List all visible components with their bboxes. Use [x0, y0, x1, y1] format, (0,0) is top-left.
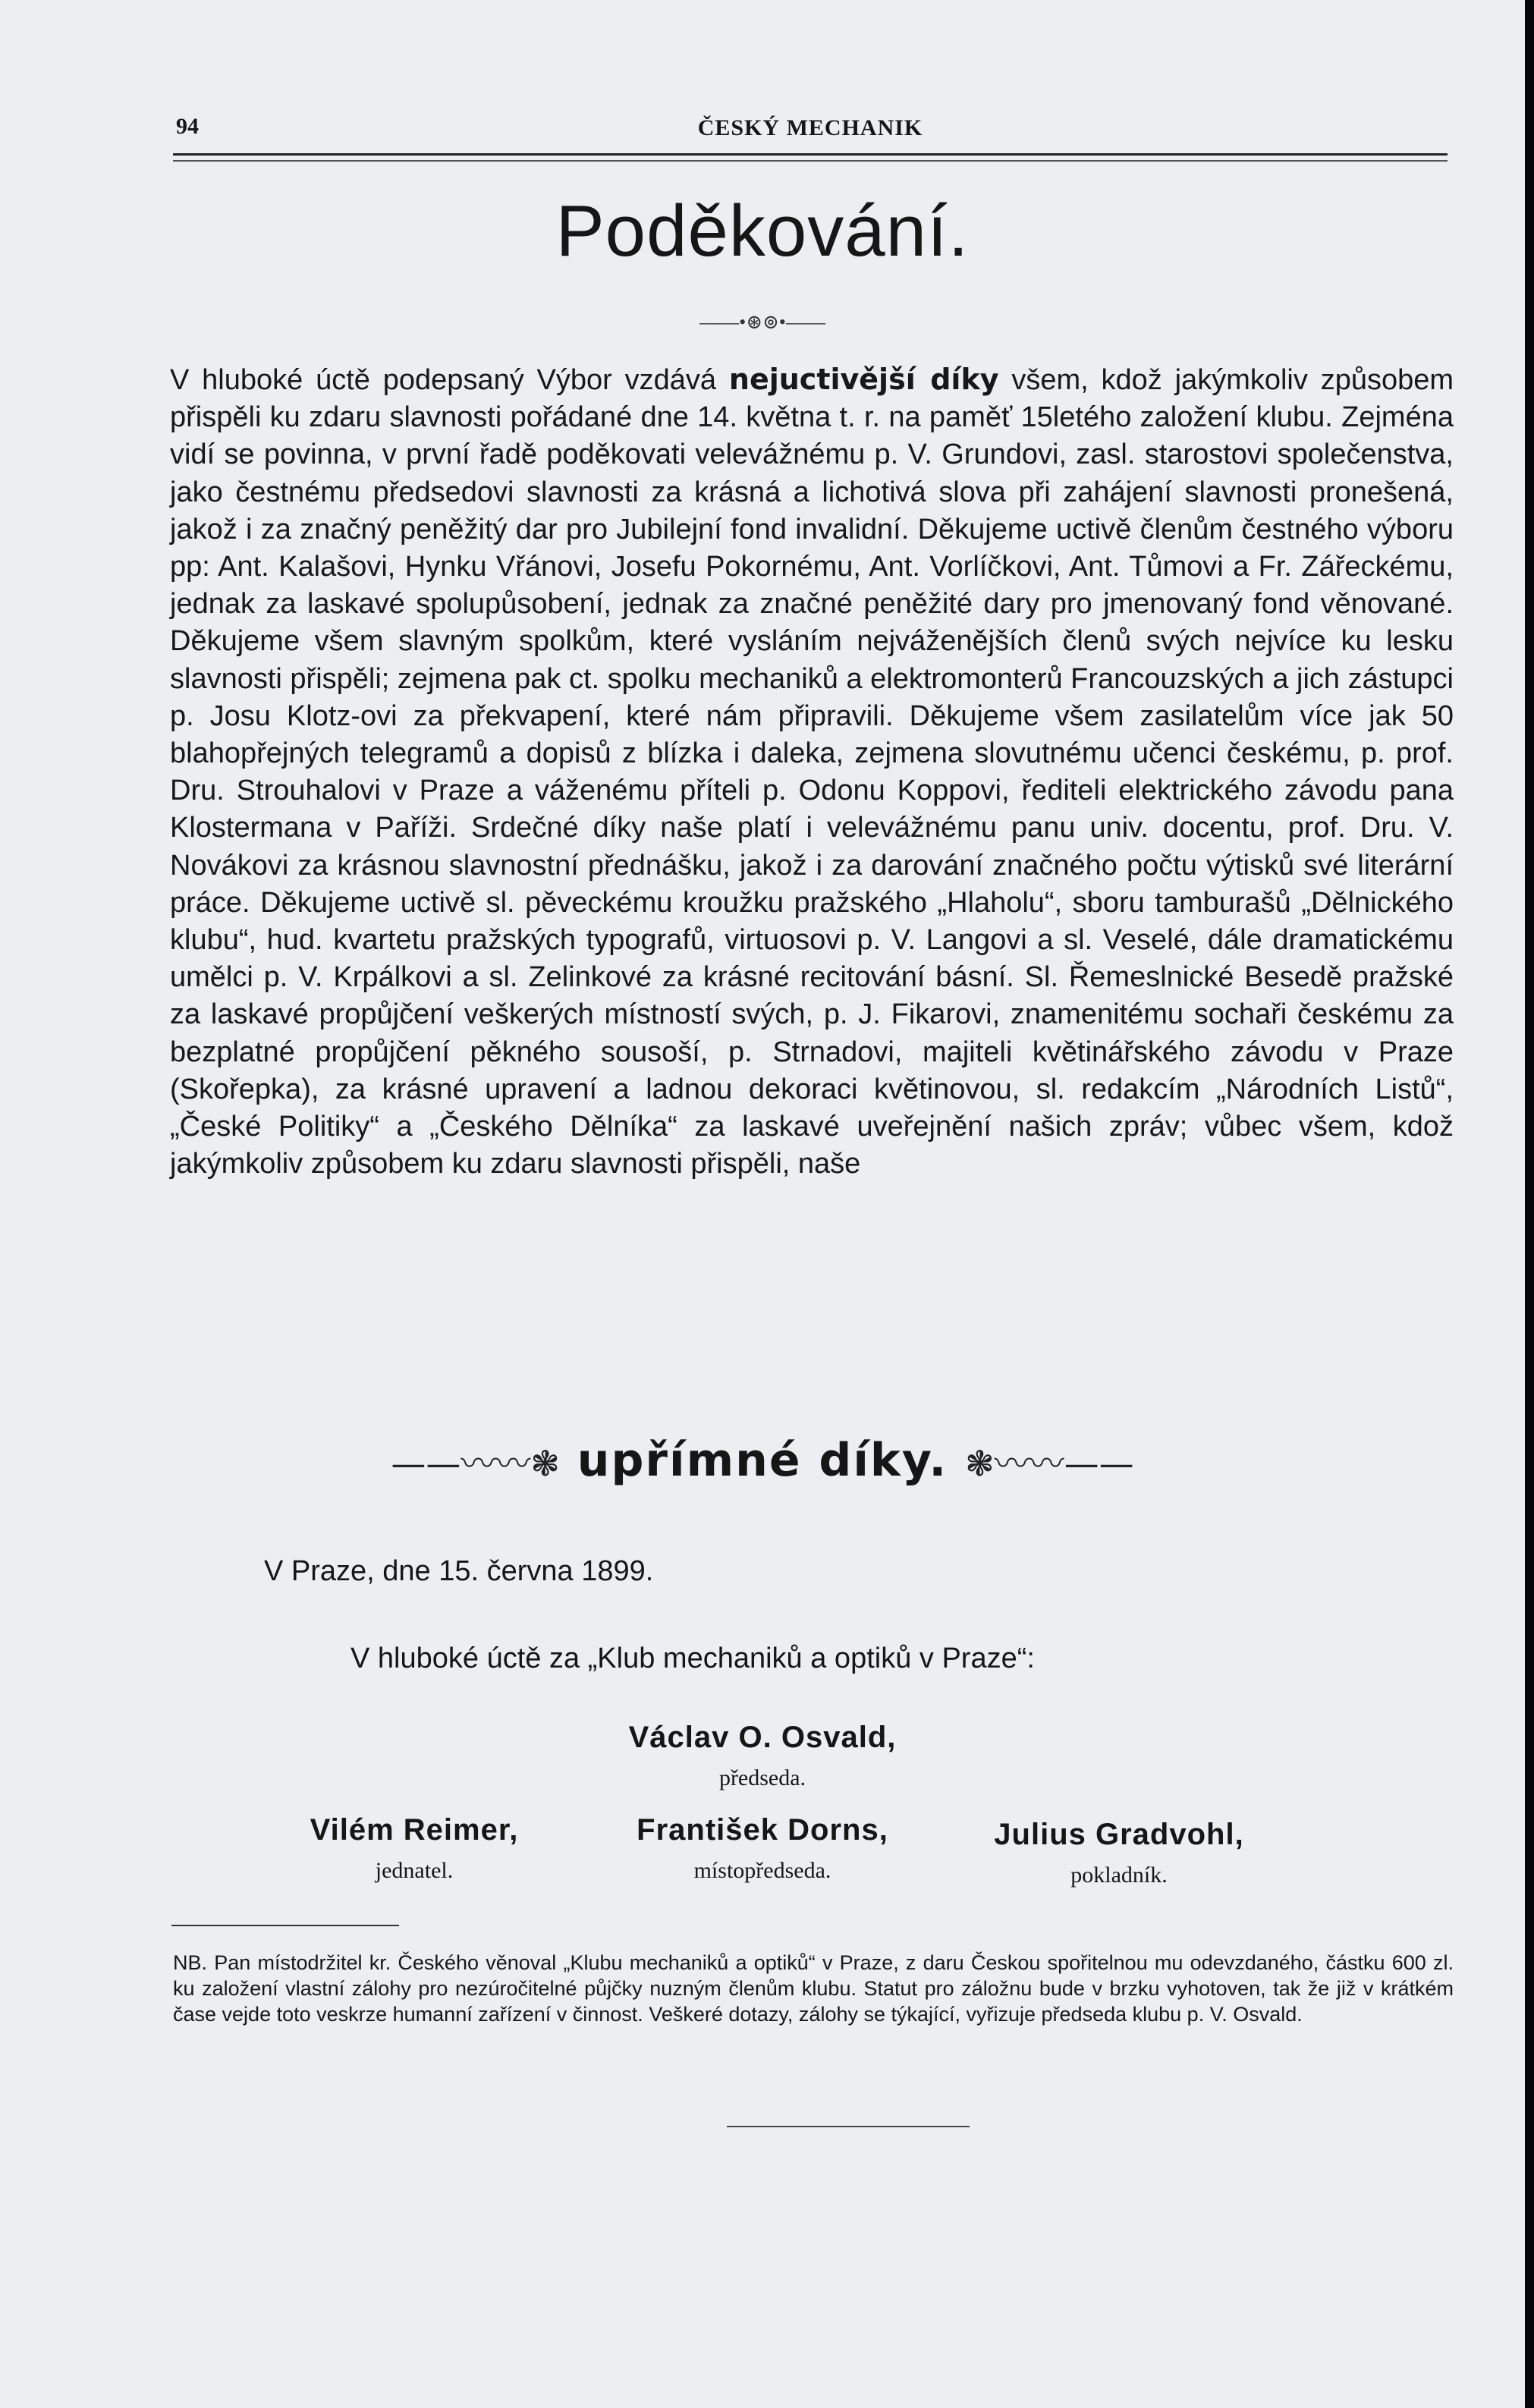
- date-line: V Praze, dne 15. června 1899.: [264, 1555, 654, 1587]
- end-rule: [727, 2126, 970, 2127]
- thanks-text: upřímné díky.: [577, 1434, 948, 1487]
- signatory-role: jednatel.: [375, 1858, 454, 1883]
- signatory-role: pokladník.: [1070, 1863, 1168, 1888]
- left-flourish-icon: ——〰〰❃: [391, 1443, 560, 1484]
- signatory-name: Vilém Reimer,: [310, 1813, 519, 1847]
- signature-treasurer: [907, 1818, 1331, 1888]
- page-number: 94: [176, 114, 199, 139]
- signatory-name: Julius Gradvohl,: [994, 1818, 1244, 1851]
- signature-chair: [550, 1721, 975, 1791]
- scan-edge: [1525, 0, 1534, 2408]
- body-intro: V hluboké úctě podepsaný Výbor vzdává: [170, 364, 717, 396]
- body-emphasis: nejuctivější díky: [728, 363, 999, 396]
- footnote: NB. Pan místodržitel kr. Českého věnoval „Klubu mechaniků a optiků“ v Praze, z daru Českou spořitelnou mu odevzdaného, částku 600 zl. ku založení vlastní zálohy pro nezúročitelné půjčky nuzným členům klubu. Statut pro záložnu bude v brzku vyhotoven, tak že již v krátkém čase vejde toto veskrze humanní zařízení v činnost. Veškeré dotazy, zálohy se týkající, vyřizuje předseda klubu p. V. Osvald.: [173, 1951, 1454, 2026]
- signatory-role: místopředseda.: [693, 1858, 831, 1883]
- signatory-role: předseda.: [718, 1765, 806, 1790]
- page-title: Poděkování.: [555, 190, 970, 272]
- title-ornament: ——•⊛⊚•——: [699, 311, 825, 333]
- for-club-line: V hluboké úctě za „Klub mechaniků a optiků v Praze“:: [350, 1643, 1035, 1674]
- right-flourish-icon: ❃〰〰——: [965, 1443, 1134, 1484]
- page-header: [173, 114, 1448, 147]
- signatory-name: Václav O. Osvald,: [628, 1721, 897, 1754]
- running-title: ČESKÝ MECHANIK: [697, 115, 923, 140]
- body-paragraph: [170, 361, 1454, 1183]
- header-rule: [173, 153, 1448, 162]
- footnote-rule: [171, 1925, 399, 1926]
- thanks-line: [0, 1434, 1525, 1487]
- signatory-name: František Dorns,: [637, 1813, 888, 1847]
- body-text: všem, kdož jakýmkoliv způsobem přispěli ku zdaru slavnosti pořádané dne 14. května t. r. na paměť 15letého založení klubu. Zejména vidí se povinna, v první řadě poděkovati velevážnému p. V. Grundovi, zasl. starostovi společenstva, jako čestnému předsedovi slavnosti za krásná a lichotivá slova při zahájení slavnosti pronešená, jakož i za značný peněžitý dar pro Jubilejní fond invalidní. Děkujeme uctivě členům čestného výboru pp: Ant. Kalašovi, Hynku Vřánovi, Josefu Pokornému, Ant. Vorlíčkovi, Ant. Tůmovi a Fr. Zářeckému, jednak za laskavé spolupůsobení, jednak za značné peněžité dary pro jmenovaný fond věnované. Děkujeme všem slavným spolkům, které vysláním nejváženějších členů svých nejvíce ku lesku slavnosti přispěli; zejmena pak ct. spolku mechaniků a elektromonterů Francouzských a jich zástupci p. Josu Klotz-ovi za překvapení, které nám připravili. Děkujeme všem zasilatelům více jak 50 blahopřejných telegramů a dopisů z blízka i daleka, zejmena slovutnému učenci českému, p. prof. Dru. Strouhalovi v Praze a váženému příteli p. Odonu Koppovi, řediteli elektrického závodu pana Klostermana v Paříži. Srdečné díky naše platí i velevážnému panu univ. docentu, prof. Dru. V. Novákovi za krásnou slavnostní přednášku, jakož i za darování značného počtu výtisků své literární práce. Děkujeme uctivě sl. pěveckému kroužku pražského „Hlaholu“, sboru tamburašů „Dělnického klubu“, hud. kvartetu pražských typografů, virtuosovi p. V. Langovi a sl. Veselé, dále dramatickému umělci p. V. Krpálkovi a sl. Zelinkové za krásné recitování básní. Sl. Řemeslnické Besedě pražské za laskavé propůjčení veškerých místností svých, p. J. Fikarovi, znamenitému sochaři českému za bezplatné propůjčení pěkného sousoší, p. Strnadovi, majiteli květinářského závodu v Praze (Skořepka), za krásné upravení a ladnou dekoraci květinovou, sl. redakcím „Národních Listů“, „České Politiky“ a „Českého Dělníka“ za laskavé uveřejnění našich zpráv; vůbec všem, kdož jakýmkoliv způsobem ku zdaru slavnosti přispěli, naše: [170, 364, 1454, 1180]
